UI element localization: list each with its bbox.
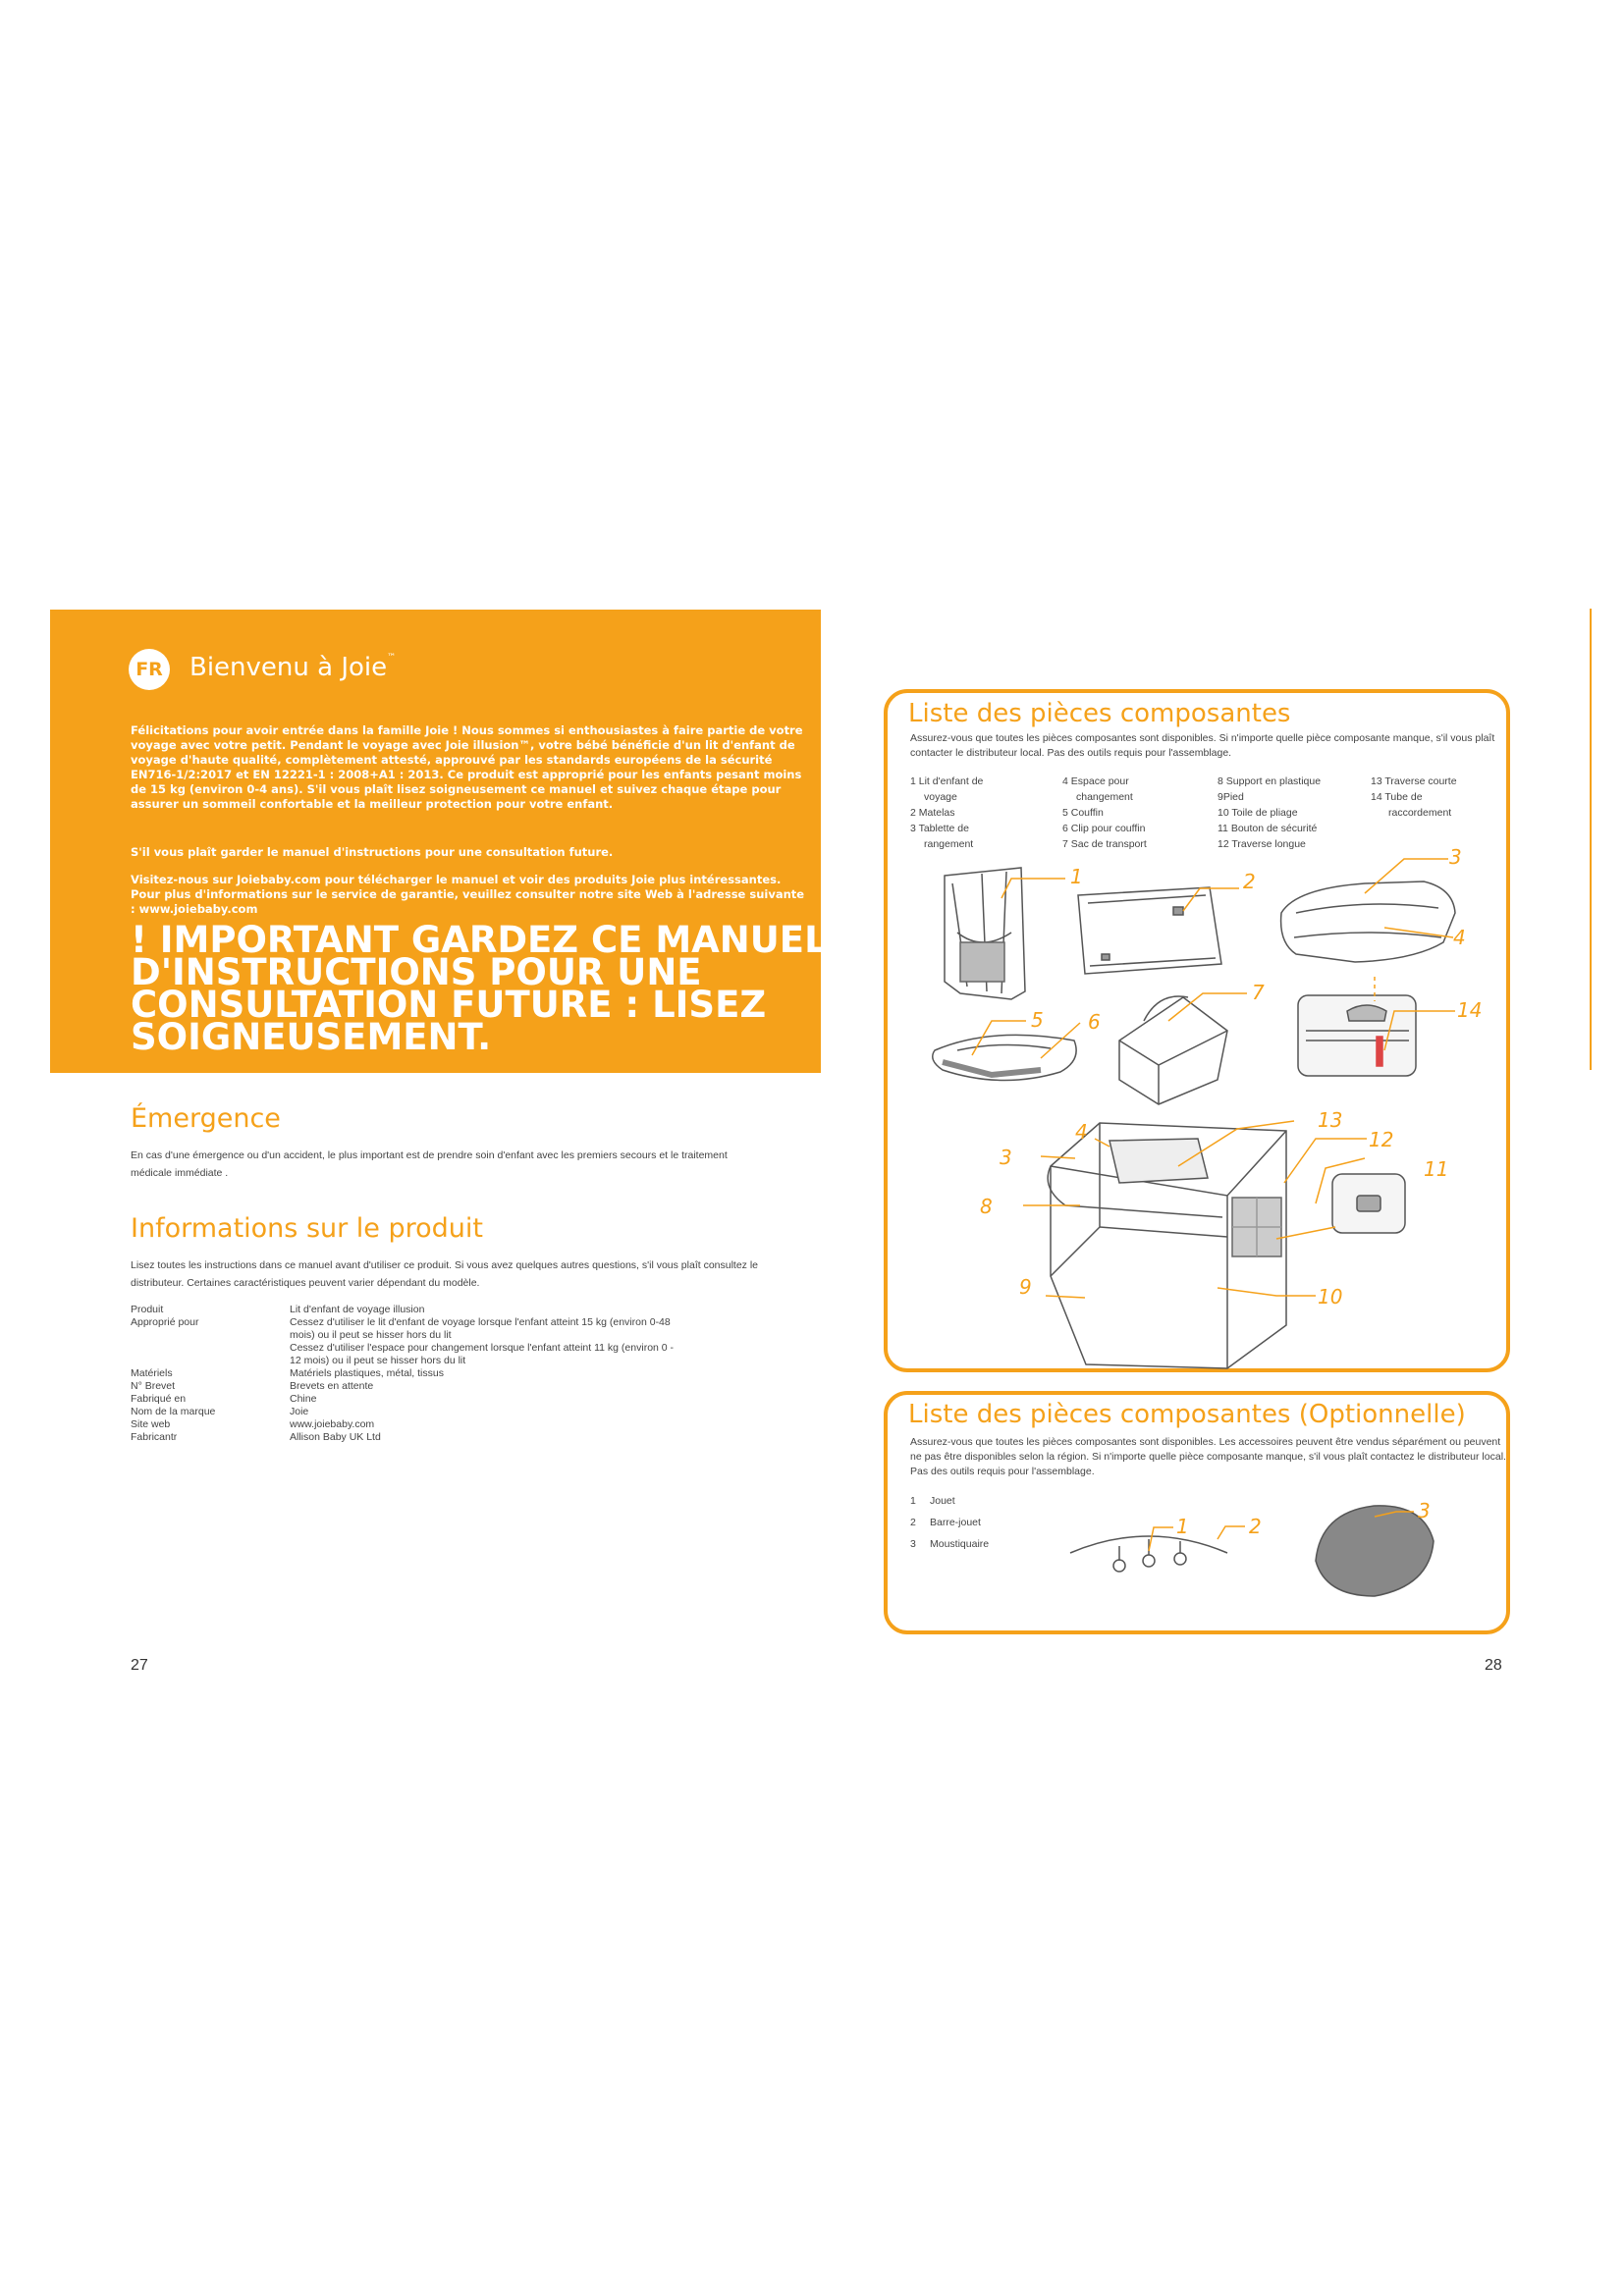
table-row: Approprié pour Cessez d'utiliser le lit d'enfant de voyage lorsque l'enfant atteint 15 kg (environ 0-48 mois) ou il peut se hisser hors du lit <box>131 1316 671 1341</box>
list-item: 1 Jouet <box>910 1495 955 1507</box>
list-item: 2 Barre-jouet <box>910 1517 981 1528</box>
product-info-heading: Informations sur le produit <box>131 1213 484 1244</box>
table-row: Fabriqué en Chine <box>131 1393 317 1405</box>
callout-3b: 3 <box>1000 1146 1012 1169</box>
callout-6: 6 <box>1088 1010 1101 1034</box>
list-item: 14 Tube de <box>1371 791 1423 803</box>
list-item: changement <box>1076 791 1133 803</box>
page-number-right: 28 <box>1485 1657 1502 1674</box>
table-row: Nom de la marque Joie <box>131 1406 309 1417</box>
callout-14: 14 <box>1457 998 1483 1022</box>
table-row: N° Brevet Brevets en attente <box>131 1380 374 1392</box>
callout-13: 13 <box>1318 1108 1343 1132</box>
callout-7: 7 <box>1252 981 1265 1004</box>
list-item: 10 Toile de pliage <box>1218 807 1298 819</box>
table-row: Site web www.joiebaby.com <box>131 1418 375 1430</box>
callout-9: 9 <box>1019 1275 1032 1299</box>
list-item: voyage <box>924 791 957 803</box>
table-row: Matériels Matériels plastiques, métal, tissus <box>131 1367 444 1379</box>
list-item: 4 Espace pour <box>1062 775 1129 787</box>
table-row: Produit Lit d'enfant de voyage illusion <box>131 1304 425 1315</box>
list-item: 12 Traverse longue <box>1218 838 1306 850</box>
list-item: 3 Moustiquaire <box>910 1538 990 1550</box>
list-item: 8 Support en plastique <box>1218 775 1322 787</box>
optional-parts-title: Liste des pièces composantes (Optionnelle) <box>908 1400 1474 1429</box>
product-info-text: Lisez toutes les instructions dans ce manuel avant d'utiliser ce produit. Si vous avez quelques autres questions, s'il vous plaît consultez le distributeur. Certaines caractéristiques peuvent varier dépendant du modèle. <box>131 1259 759 1289</box>
list-item: 11 Bouton de sécurité <box>1218 823 1318 834</box>
language-badge: FR <box>129 649 170 690</box>
callout-2: 2 <box>1243 870 1256 893</box>
table-row: Cessez d'utiliser l'espace pour changement lorsque l'enfant atteint 11 kg (environ 0 - 12 mois) ou il peut se hisser hors du lit <box>290 1342 675 1366</box>
list-item: 7 Sac de transport <box>1062 838 1147 850</box>
welcome-title: Bienvenu à Joie™ <box>189 653 397 682</box>
callout-8: 8 <box>980 1195 993 1218</box>
list-item: 2 Matelas <box>910 807 955 819</box>
mattress-illustration <box>1078 887 1221 974</box>
keep-manual-text: S'il vous plaît garder le manuel d'instructions pour une consultation future. <box>131 845 614 859</box>
visit-text: Visitez-nous sur Joiebaby.com pour télécharger le manuel et voir des produits Joie plus intéressantes. Pour plus d'informations sur le service de garantie, veuillez consulter notre site Web à l'adresse suivante : www.joiebaby.com <box>131 873 805 916</box>
safety-button-illustration <box>1332 1174 1405 1233</box>
important-warning: ! IMPORTANT GARDEZ CE MANUEL D'INSTRUCTIONS POUR UNE CONSULTATION FUTURE : LISEZ SOIGNEUSEMENT. <box>131 919 828 1058</box>
carry-bag-illustration <box>1119 996 1227 1104</box>
optional-callout-3: 3 <box>1418 1499 1431 1522</box>
optional-callout-1: 1 <box>1176 1515 1189 1538</box>
list-item: 1 Lit d'enfant de <box>910 775 984 787</box>
optional-callout-2: 2 <box>1249 1515 1262 1538</box>
list-item: 5 Couffin <box>1062 807 1104 819</box>
table-row: Fabricantr Allison Baby UK Ltd <box>131 1431 381 1443</box>
parts-list-subtitle: Assurez-vous que toutes les pièces composantes sont disponibles. Si n'importe quelle pièce composante manque, s'il vous plaît contacter le distributeur local. Pas des outils requis pour l'assemblage. <box>910 732 1495 759</box>
list-item: 13 Traverse courte <box>1371 775 1457 787</box>
optional-parts-list <box>910 1490 989 1555</box>
list-item: 3 Tablette de <box>910 823 969 834</box>
emergence-text: En cas d'une émergence ou d'un accident, le plus important est de prendre soin d'enfant avec les premiers secours et le traitement médicale immédiate . <box>131 1149 728 1179</box>
changer-illustration <box>1281 881 1455 962</box>
list-item: 9Pied <box>1218 791 1244 803</box>
optional-parts-subtitle: Assurez-vous que toutes les pièces composantes sont disponibles. Les accessoires peuvent être vendus séparément ou peuvent ne pas être disponibles selon la région. Si n'importe quelle pièce composante manque, s'il vous plaît contactez le distributeur local. Pas des outils requis pour l'assemblage. <box>910 1436 1506 1477</box>
travel-cot-folded-illustration <box>945 868 1025 999</box>
parts-list-title: Liste des pièces composantes <box>908 699 1298 728</box>
assembled-cot-illustration <box>1048 1123 1286 1368</box>
bassinet-illustration <box>933 1035 1076 1080</box>
callout-3: 3 <box>1449 845 1462 869</box>
callout-4: 4 <box>1453 926 1466 949</box>
list-item: 6 Clip pour couffin <box>1062 823 1146 834</box>
callout-11: 11 <box>1424 1157 1449 1181</box>
callout-12: 12 <box>1369 1128 1394 1151</box>
callout-4b: 4 <box>1075 1120 1088 1144</box>
callout-10: 10 <box>1318 1285 1343 1308</box>
page-number-left: 27 <box>131 1657 148 1674</box>
list-item: raccordement <box>1388 807 1452 819</box>
connection-tube-illustration <box>1298 995 1416 1076</box>
list-item: rangement <box>924 838 974 850</box>
emergence-heading: Émergence <box>131 1103 281 1134</box>
callout-5: 5 <box>1031 1008 1044 1032</box>
intro-paragraph: Félicitations pour avoir entrée dans la famille Joie ! Nous sommes si enthousiastes à faire partie de votre voyage avec votre petit. Pendant le voyage avec Joie illusion™, votre bébé bénéficie d'un lit d'enfant de voyage d'haute qualité, complètement attesté, approuvé par les standards européens de la sécurité EN716-1/2:2017 et EN 12221-1 : 2008+A1 : 2013. Ce produit est approprié pour les enfants pesant moins de 15 kg (environ 0-4 ans). S'il vous plaît lisez soigneusement ce manuel et suivez chaque étape pour assurer un sommeil confortable et la meilleur protection pour votre enfant. <box>131 723 803 811</box>
callout-1: 1 <box>1070 865 1083 888</box>
